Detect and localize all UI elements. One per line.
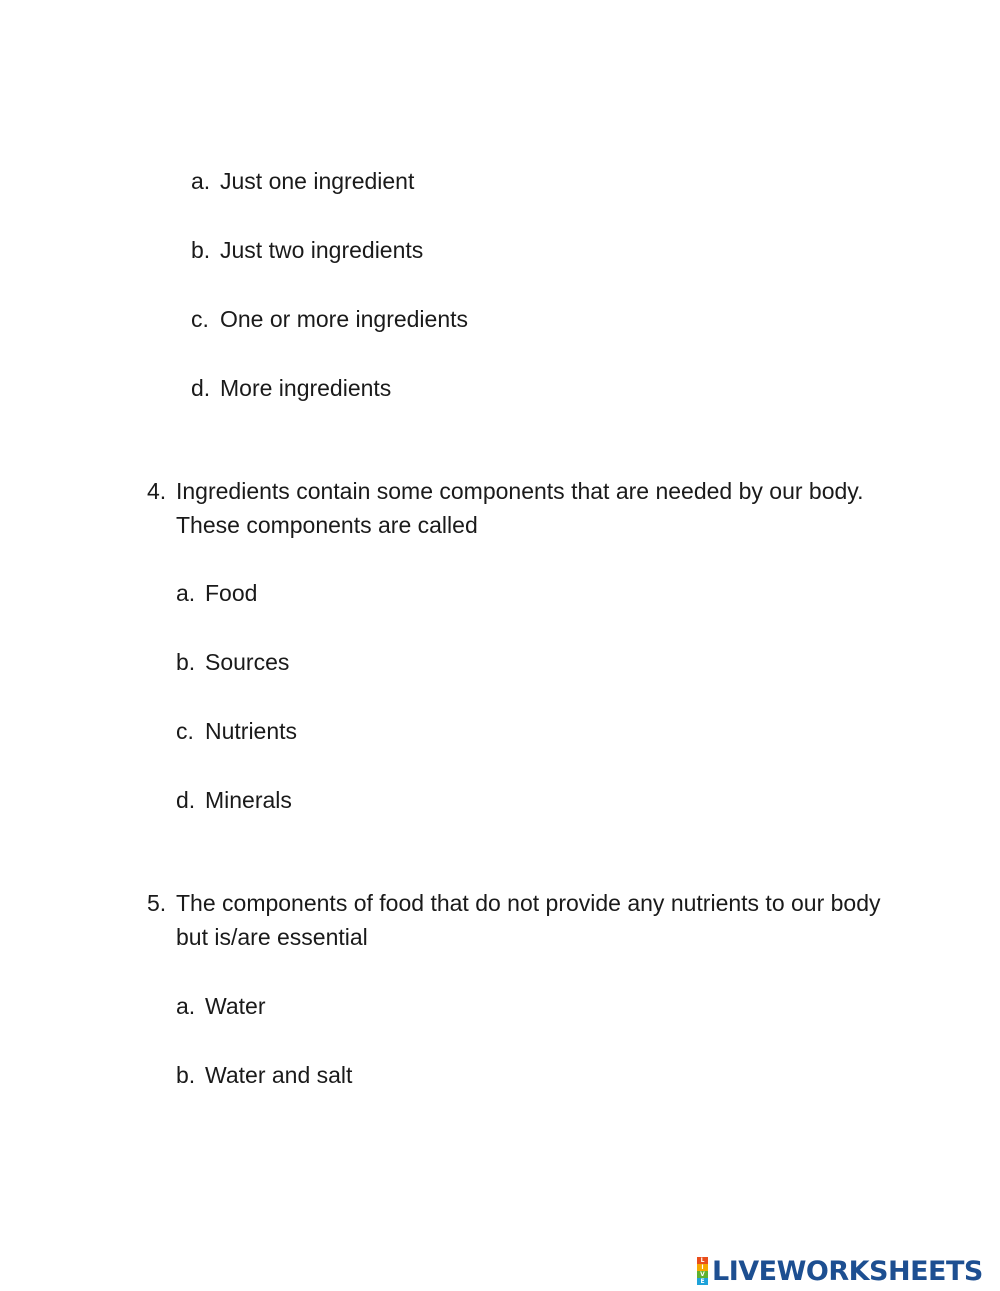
logo-text: LIVEWORKSHEETS (712, 1255, 983, 1287)
option-q3-d: d. More ingredients (191, 375, 392, 401)
badge-letter: L (697, 1257, 708, 1264)
option-q3-b: b. Just two ingredients (191, 237, 424, 263)
option-q4-a: a. Food (176, 580, 258, 606)
option-q5-b: b. Water and salt (176, 1062, 353, 1088)
question-number: 5. (147, 890, 167, 916)
option-q4-c: c. Nutrients (176, 718, 298, 744)
option-q4-b: b. Sources (176, 649, 290, 675)
option-q5-a: a. Water (176, 993, 266, 1019)
option-q3-c: c. One or more ingredients (191, 306, 469, 332)
question-text: The components of food that do not provide any nutrients to our body but is/are essential (176, 890, 881, 950)
option-q3-a: a. Just one ingredient (191, 168, 415, 194)
badge-letter: E (697, 1278, 708, 1285)
liveworksheets-logo (697, 1255, 983, 1287)
option-q4-d: d. Minerals (176, 787, 292, 813)
question-number: 4. (147, 478, 167, 504)
badge-letter: V (697, 1271, 708, 1278)
badge-letter: I (697, 1264, 708, 1271)
logo-badge-icon (697, 1257, 708, 1285)
question-text: Ingredients contain some components that are needed by our body. These components are called (176, 478, 864, 538)
